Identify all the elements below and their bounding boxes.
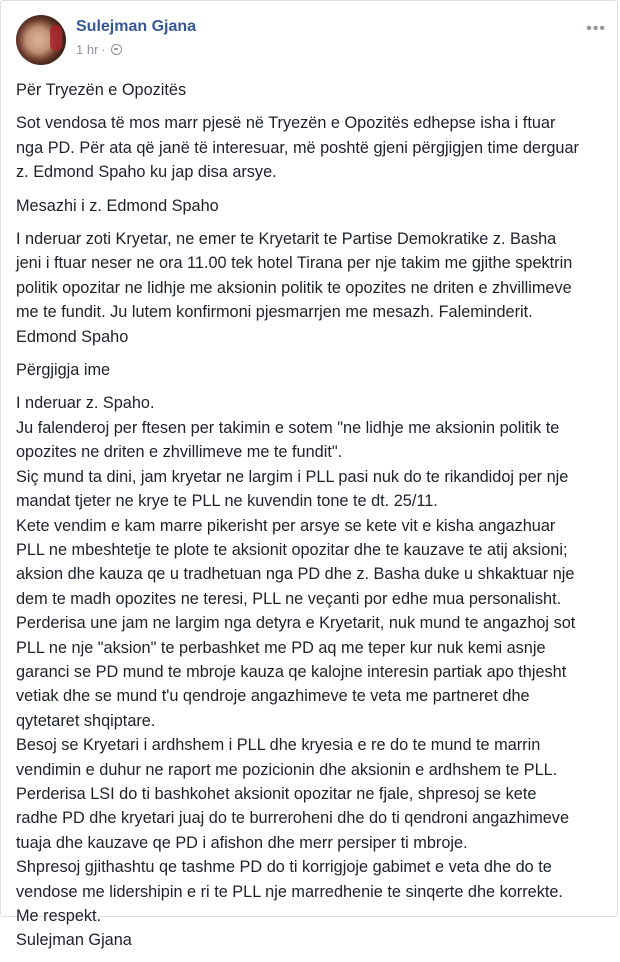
post-text-line: dem te madh opozites ne teresi, PLL ne veçanti por edhe mua personalisht. — [16, 589, 562, 608]
post-text-line: Mesazhi i z. Edmond Spaho — [16, 196, 219, 215]
post-text-line: radhe PD dhe kryetari juaj do te burreroheni dhe do ti qendroni angazhimeve — [16, 809, 570, 828]
post-text-line: I nderuar z. Spaho. — [16, 394, 155, 413]
post-text-line: Siç mund ta dini, jam kryetar ne largim i PLL pasi nuk do te rikandidoj per nje — [16, 467, 569, 486]
post-text-line: politik opozitar ne lidhje me aksionin politik te opozites ne driten e zhvillimeve — [16, 278, 572, 297]
meta-separator: · — [101, 42, 106, 57]
post-paragraph — [16, 111, 606, 184]
timestamp-link[interactable]: 1 hr — [76, 42, 99, 57]
more-options-icon[interactable]: ••• — [586, 20, 606, 37]
post-text-line: Perderisa une jam ne largim nga detyra e Kryetarit, nuk mund te angazhoj sot — [16, 614, 576, 633]
post-text-line: z. Edmond Spaho ku jap disa arsye. — [16, 163, 277, 182]
post-text-line: aksion dhe kauza qe u tradhetuan nga PD dhe z. Basha duke u shkaktuar nje — [16, 565, 575, 584]
post-text-line: Sulejman Gjana — [16, 931, 132, 950]
post-text-line: me te fundit. Ju lutem konfirmoni pjesmarrjen me mesazh. Faleminderit. — [16, 303, 533, 322]
post-text-line: Kete vendim e kam marre pikerisht per arsye se kete vit e kisha angazhuar — [16, 516, 556, 535]
post-text-line: vendimin e duhur ne raport me pozicionin dhe aksionin e ardhshem te PLL. — [16, 760, 558, 779]
globe-icon[interactable] — [111, 44, 122, 55]
post-header — [16, 15, 606, 67]
post-text-line: vetiak dhe se mund t'u qendroje angazhimeve te veta me partneret dhe — [16, 687, 530, 706]
post-text-line: Besoj se Kryetari i ardhshem i PLL dhe kryesia e re do te mund te marrin — [16, 736, 541, 755]
post-text-line: garanci se PD mund te mbroje kauza qe kalojne interesin partiak apo thjesht — [16, 662, 567, 681]
post-text-line: vendose me lidershipin e ri te PLL nje marredhenie te sinqerte dhe korrekte. — [16, 882, 563, 901]
post-paragraph — [16, 391, 606, 952]
post-text-line: Shpresoj gjithashtu qe tashme PD do ti korrigjoje gabimet e veta dhe do te — [16, 858, 552, 877]
post-paragraph — [16, 358, 606, 382]
post-text-line: I nderuar zoti Kryetar, ne emer te Kryetarit te Partise Demokratike z. Basha — [16, 230, 557, 249]
post-text-line: Perderisa LSI do ti bashkohet aksionit opozitar ne fjale, shpresoj se kete — [16, 784, 537, 803]
post-text-line: jeni i ftuar neser ne ora 11.00 tek hotel Tirana per nje takim me gjithe spektrin — [16, 254, 573, 273]
author-name-link[interactable]: Sulejman Gjana — [76, 18, 197, 35]
post-paragraph — [16, 194, 606, 218]
post-text-line: PLL ne mbeshtetje te plote te aksionit opozitar dhe te kauzave te atij aksioni; — [16, 540, 568, 559]
post-meta — [76, 42, 122, 57]
post-text-line: PLL ne nje "aksion" te perbashket me PD aq me teper kur nuk kemi asnje — [16, 638, 546, 657]
post-content — [16, 78, 606, 962]
post-text-line: opozites ne driten e zhvillimeve me te fundit". — [16, 443, 343, 462]
post-text-line: Për Tryezën e Opozitës — [16, 81, 187, 99]
post-paragraph — [16, 78, 606, 102]
post-text-line: Ju falenderoj per ftesen per takimin e sotem "ne lidhje me aksionin politik te — [16, 418, 560, 437]
post-paragraph — [16, 227, 606, 349]
post-text-line: mandat tjeter ne krye te PLL ne kuvendin tone te dt. 25/11. — [16, 492, 438, 511]
post-text-line: Edmond Spaho — [16, 327, 129, 346]
post-text-line: Me respekt. — [16, 907, 102, 925]
post-text-line: tuaja dhe kauzave qe PD i afishon dhe merr persiper ti mbroje. — [16, 833, 468, 852]
post-text-line: Përgjigja ime — [16, 361, 111, 380]
post-text-line: Sot vendosa të mos marr pjesë në Tryezën e Opozitës edhepse isha i ftuar — [16, 114, 556, 133]
author-avatar[interactable] — [16, 15, 66, 65]
post-text-line: nga PD. Për ata që janë të interesuar, më poshtë gjeni përgjigjen time derguar — [16, 138, 579, 157]
post-text-line: qytetaret shqiptare. — [16, 711, 156, 730]
